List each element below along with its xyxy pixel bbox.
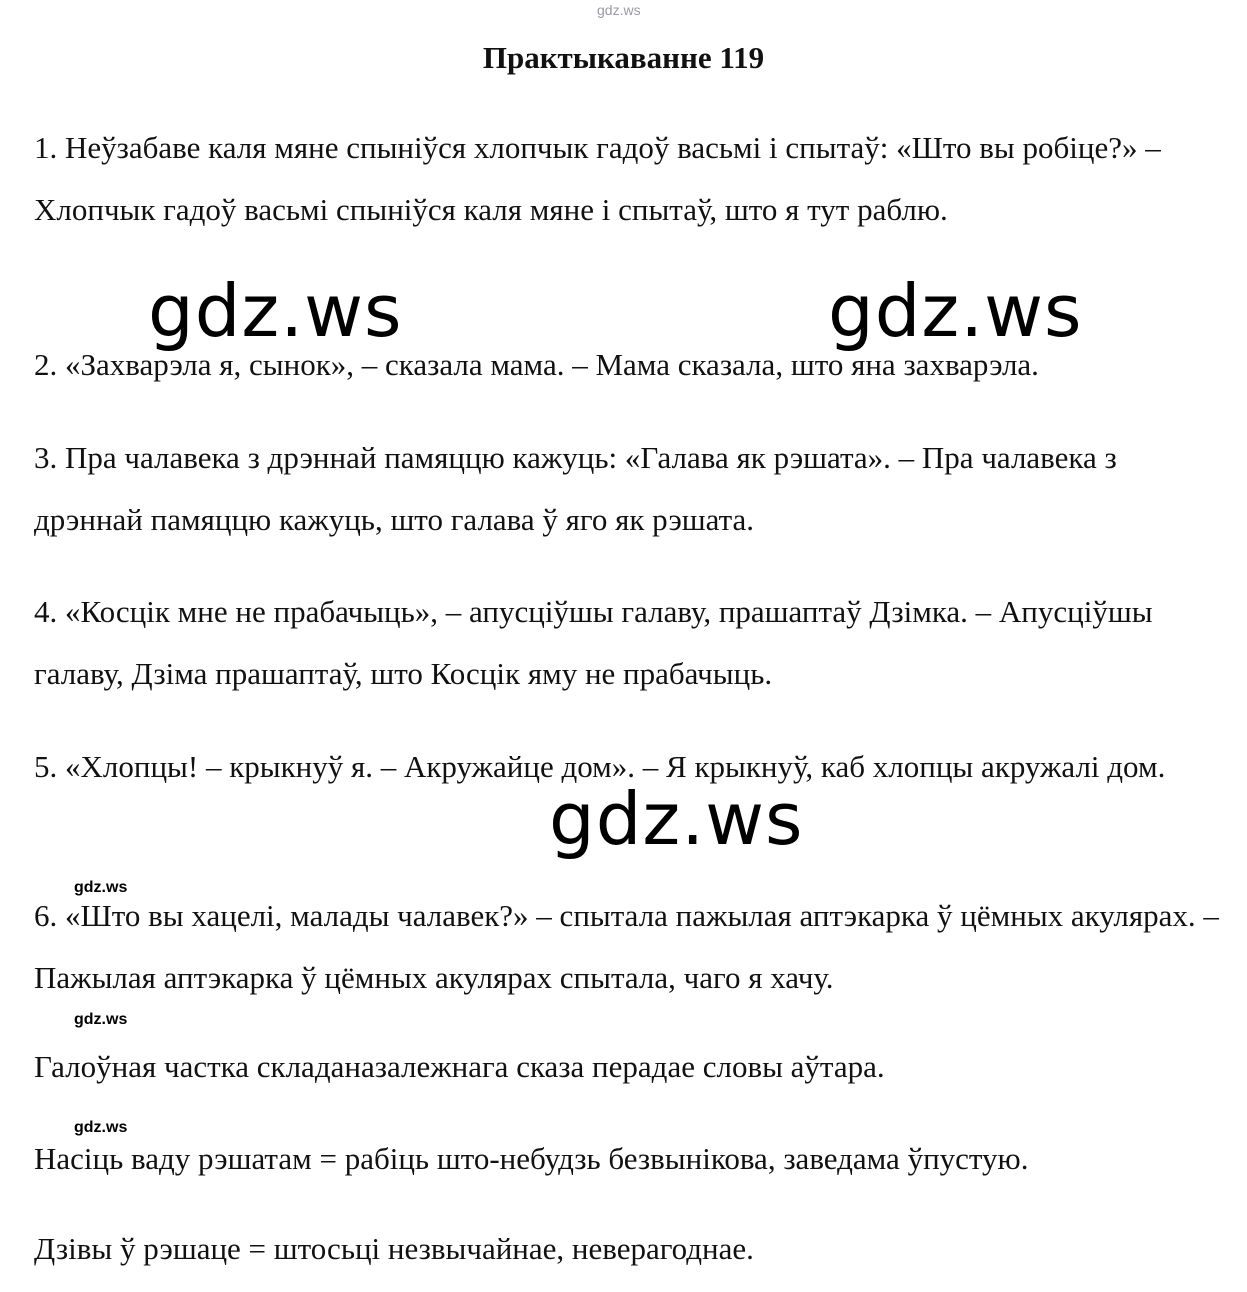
watermark-big-left: gdz.ws: [148, 269, 403, 353]
note-idiom-2: Дзівы ў рэшаце = штосьці незвычайнае, неверагоднае.: [34, 1231, 754, 1266]
item-3: 3. Пра чалавека з дрэннай памяццю кажуць: «Галава як рэшата». – Пра чалавека з дрэннай памяццю кажуць, што галава ў яго як рэшата.: [34, 440, 1117, 537]
watermark-big-center: gdz.ws: [549, 777, 804, 861]
watermark-small-3: gdz.ws: [74, 1119, 128, 1136]
note-main-clause: Галоўная частка складаназалежнага сказа перадае словы аўтара.: [34, 1049, 885, 1084]
item-5: 5. «Хлопцы! – крыкнуў я. – Акружайце дом». – Я крыкнуў, каб хлопцы акружалі дом.: [34, 749, 1166, 784]
watermark-small-1: gdz.ws: [74, 879, 128, 896]
watermark-top: gdz.ws: [597, 2, 641, 18]
item-1: 1. Неўзабаве каля мяне спыніўся хлопчык гадоў васьмі і спытаў: «Што вы робіце?» – Хлопчык гадоў васьмі спыніўся каля мяне і спытаў, што я тут раблю.: [34, 130, 1161, 227]
item-6: 6. «Што вы хацелі, малады чалавек?» – спытала пажылая аптэкарка ў цёмных акулярах. – Пажылая аптэкарка ў цёмных акулярах спытала, чаго я хачу.: [34, 898, 1219, 995]
item-2: 2. «Захварэла я, сынок», – сказала мама. – Мама сказала, што яна захварэла.: [34, 347, 1039, 382]
note-idiom-1: Насіць ваду рэшатам = рабіць што-небудзь безвынікова, заведама ўпустую.: [34, 1141, 1029, 1176]
item-4: 4. «Косцік мне не прабачыць», – апусціўшы галаву, прашаптаў Дзімка. – Апусціўшы галаву, Дзіма прашаптаў, што Косцік яму не прабачыць.: [34, 594, 1153, 691]
page-title: Практыкаванне 119: [482, 40, 765, 75]
watermark-big-right: gdz.ws: [828, 269, 1083, 353]
watermark-small-2: gdz.ws: [74, 1011, 128, 1028]
